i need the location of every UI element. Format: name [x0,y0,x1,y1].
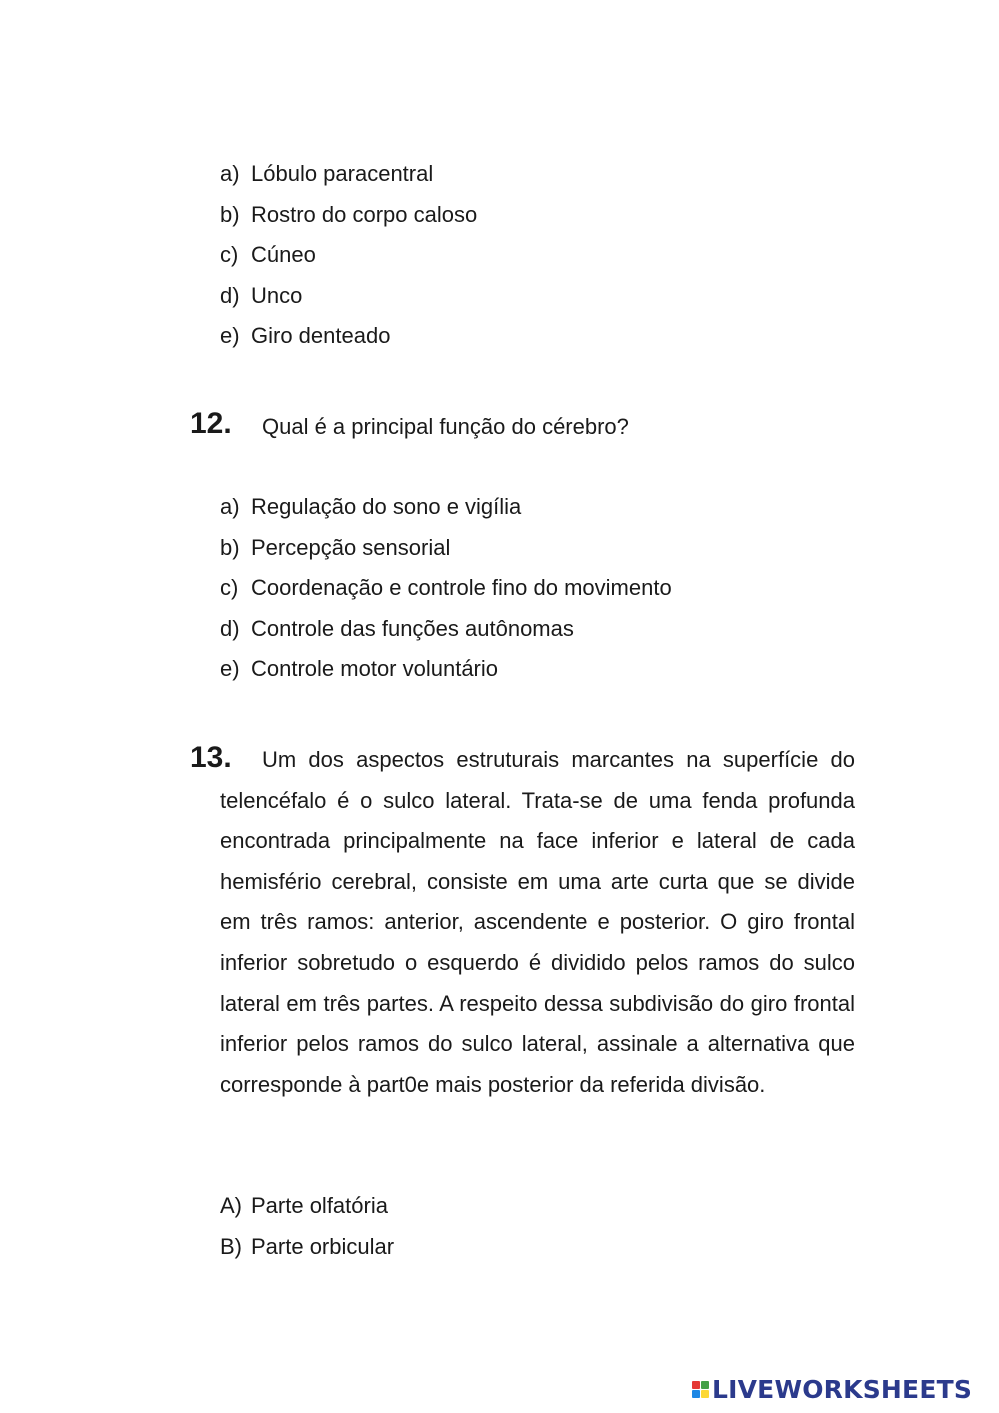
q11-option-d[interactable]: d) Unco [220,282,303,308]
q12-option-a[interactable]: a) Regulação do sono e vigília [220,494,522,519]
q13-options [220,1186,394,1267]
liveworksheets-logo-icon [692,1381,709,1398]
logo-square-1 [692,1381,700,1389]
logo-square-3 [692,1390,700,1398]
liveworksheets-logo-text: LIVEWORKSHEETS [712,1374,973,1404]
q13-paragraph-text: Um dos aspectos estruturais marcantes na superfície do telencéfalo é o sulco lateral. Trata-se de uma fenda profunda encontrada principalmente na face inferior e lateral de cada hemisfério cerebral, consiste em uma arte curta que se divide em três ramos: anterior, ascendente e posterior. O giro frontal inferior sobretudo o esquerdo é dividido pelos ramos do sulco lateral em três partes. A respeito dessa subdivisão do giro frontal inferior pelos ramos do sulco lateral, assinale a alternativa que corresponde à part0e mais posterior da referida divisão. [220,747,855,1097]
q13-option-b[interactable]: B) Parte orbicular [220,1233,395,1259]
q13-paragraph [220,740,855,1105]
q12-option-b[interactable]: b) Percepção sensorial [220,534,451,560]
q12-option-d[interactable]: d) Controle das funções autônomas [220,615,574,641]
q12-number: 12. [190,407,232,440]
q12-options [220,487,672,690]
q12-option-e[interactable]: e) Controle motor voluntário [220,656,499,682]
q11-options [220,154,477,357]
q12-option-c[interactable]: c) Coordenação e controle fino do movimento [220,575,672,601]
logo-square-2 [701,1381,709,1389]
q13-option-a[interactable]: A) Parte olfatória [220,1193,388,1218]
logo-square-4 [701,1390,709,1398]
q13-number: 13. [190,741,232,774]
liveworksheets-logo[interactable] [692,1372,972,1406]
q12-question: Qual é a principal função do cérebro? [262,414,629,439]
q11-option-c[interactable]: c) Cúneo [220,242,316,268]
q11-option-b[interactable]: b) Rostro do corpo caloso [220,201,478,227]
q11-option-a[interactable]: a) Lóbulo paracentral [220,161,434,186]
q11-option-e[interactable]: e) Giro denteado [220,323,391,349]
